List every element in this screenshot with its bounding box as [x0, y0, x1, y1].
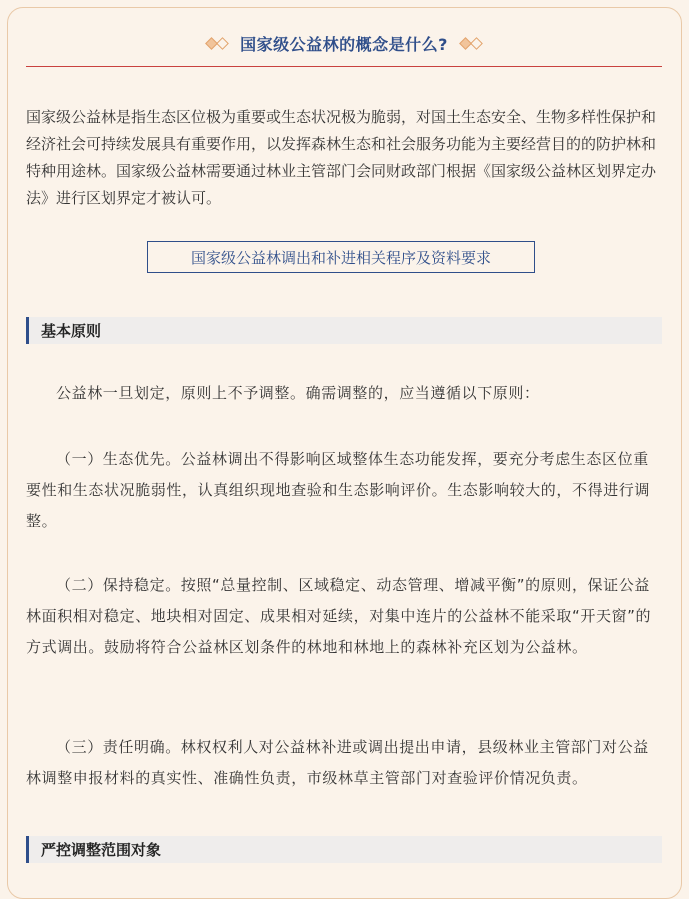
- section-header: [26, 20, 662, 67]
- diamond-ornament-right-icon: [460, 39, 482, 48]
- section-title-scope: 严控调整范围对象: [26, 836, 662, 863]
- principle-paragraph-1: （一）生态优先。公益林调出不得影响区域整体生态功能发挥，要充分考虑生态区位重要性和生态状况脆弱性，认真组织现地查验和生态影响评价。生态影响较大的，不得进行调整。: [26, 450, 651, 530]
- principle-intro-paragraph: 公益林一旦划定，原则上不予调整。确需调整的，应当遵循以下原则：: [56, 384, 540, 402]
- principle-paragraph-2: （二）保持稳定。按照“总量控制、区域稳定、动态管理、增减平衡”的原则，保证公益林面积相对稳定、地块相对固定、成果相对延续，对集中连片的公益林不能采取“开天窗”的方式调出。鼓励将符合公益林区划条件的林地和林地上的森林补充区划为公益林。: [26, 576, 652, 656]
- procedure-link-button[interactable]: 国家级公益林调出和补进相关程序及资料要求: [147, 241, 535, 273]
- intro-paragraph: 国家级公益林是指生态区位极为重要或生态状况极为脆弱，对国土生态安全、生物多样性保护和经济社会可持续发展具有重要作用，以发挥森林生态和社会服务功能为主要经营目的的防护林和特种用途林。国家级公益林需要通过林业主管部门会同财政部门根据《国家级公益林区划界定办法》进行区划界定才被认可。: [26, 108, 657, 207]
- principle-paragraph-3: （三）责任明确。林权权利人对公益林补进或调出提出申请，县级林业主管部门对公益林调整申报材料的真实性、准确性负责，市级林草主管部门对查验评价情况负责。: [26, 738, 649, 787]
- diamond-ornament-left-icon: [206, 39, 228, 48]
- section-title-basic-principles: 基本原则: [26, 317, 662, 344]
- header-title: 国家级公益林的概念是什么?: [240, 34, 448, 54]
